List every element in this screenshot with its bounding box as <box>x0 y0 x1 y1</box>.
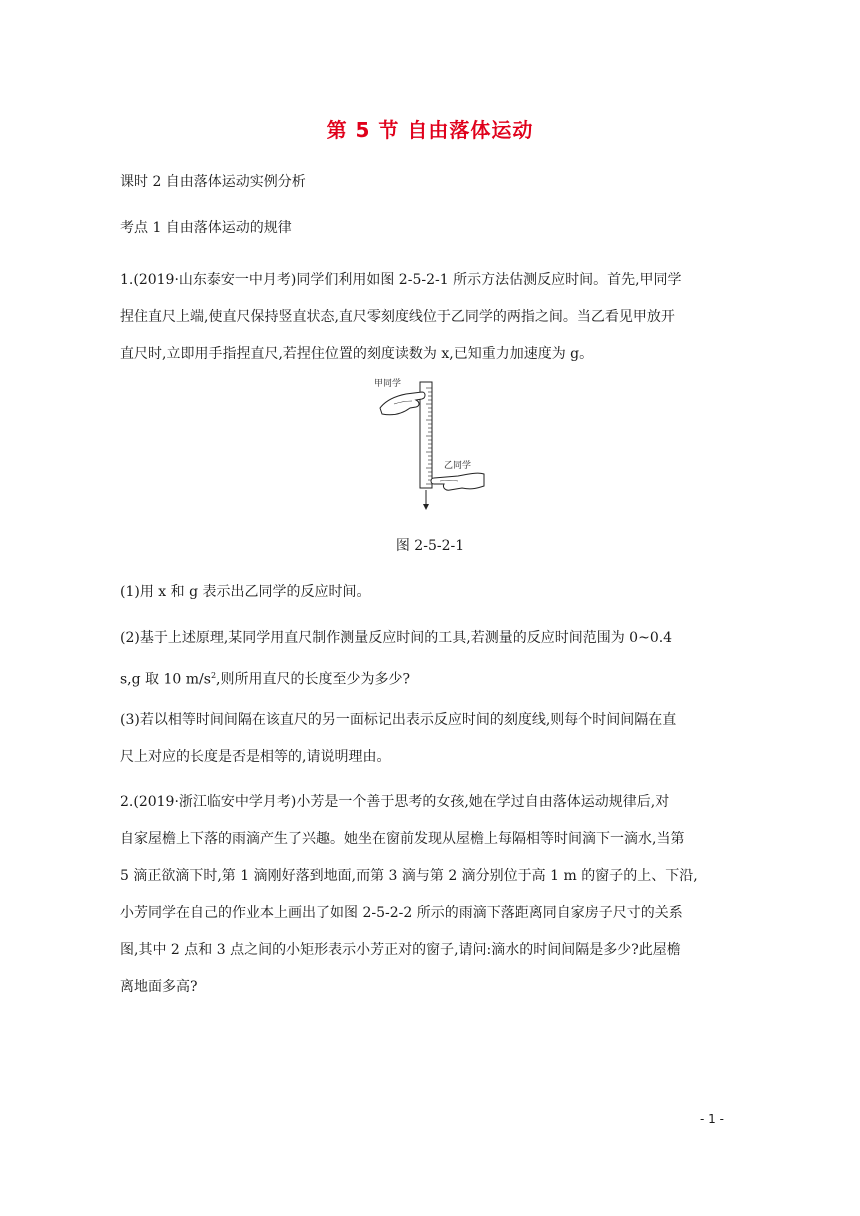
question-2-line: 5 滴正欲滴下时,第 1 滴刚好落到地面,而第 3 滴与第 2 滴分别位于高 1 m 的窗子的上、下沿, <box>120 868 698 884</box>
sub-question-2-text: s,g 取 10 m/s <box>120 671 211 688</box>
sub-question-3 <box>120 702 738 776</box>
sub-question-2 <box>120 620 738 699</box>
sub-question-1: (1)用 x 和 g 表示出乙同学的反应时间。 <box>120 584 371 600</box>
ruler-illustration <box>372 374 492 514</box>
question-2-line: 离地面多高? <box>120 979 198 995</box>
hand-bottom-icon <box>431 473 484 490</box>
question-2-line: 2.(2019·浙江临安中学月考)小芳是一个善于思考的女孩,她在学过自由落体运动规律后,对 <box>120 794 670 810</box>
sub-question-2-line: (2)基于上述原理,某同学用直尺制作测量反应时间的工具,若测量的反应时间范围为 0~0.4 <box>120 630 673 646</box>
question-1-line: 直尺时,立即用手指捏直尺,若捏住位置的刻度读数为 x,已知重力加速度为 g。 <box>120 346 594 362</box>
question-2-stem <box>120 784 738 1006</box>
question-1-stem <box>120 262 738 373</box>
label-student-a: 甲同学 <box>374 379 402 389</box>
topic-heading: 考点 1 自由落体运动的规律 <box>120 220 292 236</box>
exponent: 2 <box>210 671 217 680</box>
lesson-heading: 课时 2 自由落体运动实例分析 <box>120 174 306 190</box>
question-1-line: 1.(2019·山东泰安一中月考)同学们利用如图 2-5-2-1 所示方法估测反应时间。首先,甲同学 <box>120 272 682 288</box>
question-2-line: 自家屋檐上下落的雨滴产生了兴趣。她坐在窗前发现从屋檐上每隔相等时间滴下一滴水,当第 <box>120 831 685 847</box>
question-2-line: 小芳同学在自己的作业本上画出了如图 2-5-2-2 所示的雨滴下落距离同自家房子尺寸的关系 <box>120 905 683 921</box>
question-1-line: 捏住直尺上端,使直尺保持竖直状态,直尺零刻度线位于乙同学的两指之间。当乙看见甲放开 <box>120 309 675 325</box>
figure-caption: 图 2-5-2-1 <box>395 538 465 554</box>
page-number: - 1 - <box>700 1112 724 1126</box>
sub-question-3-line: (3)若以相等时间间隔在该直尺的另一面标记出表示反应时间的刻度线,则每个时间间隔在直 <box>120 712 677 728</box>
figure-ruler-reaction <box>372 374 492 514</box>
hand-top-icon <box>380 392 425 415</box>
label-student-b: 乙同学 <box>444 461 472 471</box>
sub-question-2-line <box>120 657 738 699</box>
sub-question-2-text: ,则所用直尺的长度至少为多少? <box>216 671 411 688</box>
sub-question-3-line: 尺上对应的长度是否是相等的,请说明理由。 <box>120 749 391 765</box>
question-2-line: 图,其中 2 点和 3 点之间的小矩形表示小芳正对的窗子,请问:滴水的时间间隔是多少?此屋檐 <box>120 942 681 958</box>
section-title: 第 5 节 自由落体运动 <box>326 118 534 142</box>
